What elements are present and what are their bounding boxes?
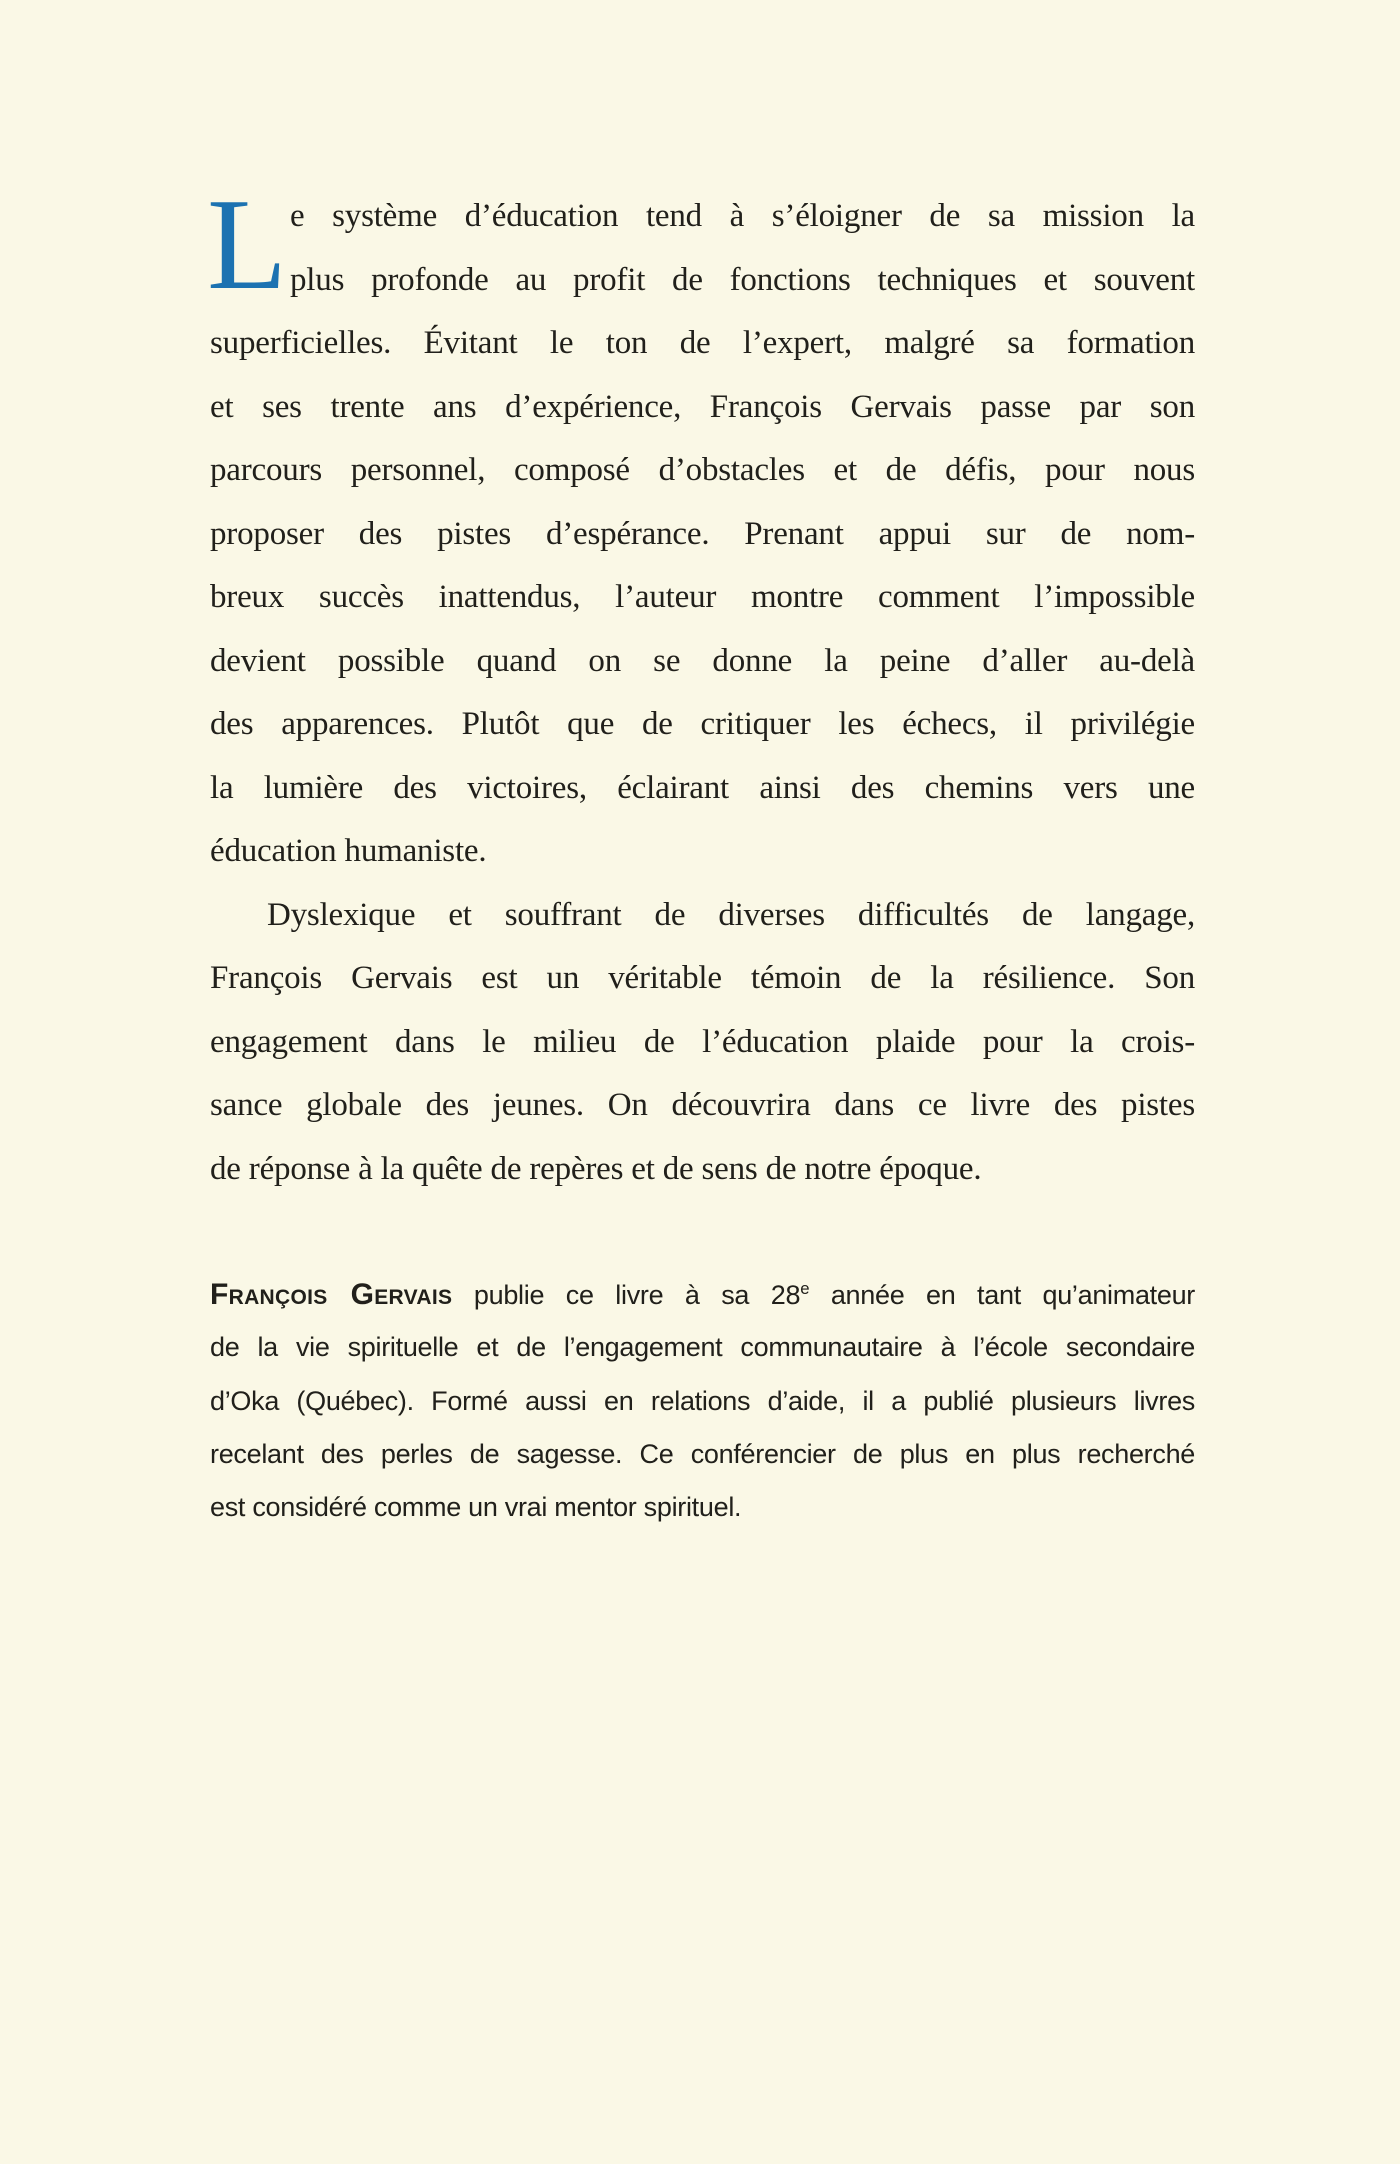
text-line: sance globale des jeunes. On découvrira dans ce livre des pistes <box>210 1087 1195 1123</box>
text-line: est considéré comme un vrai mentor spirituel. <box>210 1492 742 1523</box>
paragraph-2 <box>210 884 1195 1202</box>
text-line: e système d’éducation tend à s’éloigner de sa mission la <box>290 198 1195 234</box>
text-line: d’Oka (Québec). Formé aussi en relations d’aide, il a publié plusieurs livres <box>210 1385 1195 1416</box>
text-line: parcours personnel, composé d’obstacles et de défis, pour nous <box>210 452 1195 488</box>
paragraph-1-lines <box>210 185 1195 884</box>
text-line: François Gervais est un véritable témoin de la résilience. Son <box>210 960 1195 996</box>
text-line: engagement dans le milieu de l’éducation plaide pour la crois- <box>210 1023 1195 1060</box>
bio-lines <box>210 1321 1195 1534</box>
text-line: devient possible quand on se donne la peine d’aller au-delà <box>210 642 1195 679</box>
text-line: superficielles. Évitant le ton de l’expert, malgré sa formation <box>210 325 1195 361</box>
author-bio <box>210 1268 1195 1534</box>
superscript-e: e <box>800 1279 810 1298</box>
paragraph-1 <box>207 172 1195 884</box>
text-line: et ses trente ans d’expérience, François Gervais passe par son <box>210 388 1195 425</box>
dropcap-letter: L <box>207 172 288 317</box>
text-line: plus profonde au profit de fonctions techniques et souvent <box>290 261 1195 298</box>
bio-line-1-text: publie ce livre à sa 28 <box>452 1280 801 1310</box>
text-line: la lumière des victoires, éclairant ainsi des chemins vers une <box>210 769 1195 806</box>
text-line: breux succès inattendus, l’auteur montre comment l’impossible <box>210 579 1195 615</box>
text-line: proposer des pistes d’espérance. Prenant appui sur de nom- <box>210 515 1195 552</box>
paragraph-2-lines <box>210 884 1195 1202</box>
text-block <box>207 172 1195 1534</box>
bio-line-1-text-after: année en tant qu’animateur <box>809 1280 1195 1310</box>
text-line: Dyslexique et souffrant de diverses difficultés de langage, <box>267 896 1195 933</box>
text-line: de la vie spirituelle et de l’engagement communautaire à l’école secondaire <box>210 1332 1195 1363</box>
bio-line-1 <box>210 1268 1195 1321</box>
text-line: des apparences. Plutôt que de critiquer les échecs, il privilégie <box>210 706 1195 742</box>
author-name: François Gervais <box>210 1278 453 1311</box>
text-line: éducation humaniste. <box>210 833 487 869</box>
text-line: recelant des perles de sagesse. Ce conférencier de plus en plus recherché <box>210 1438 1195 1469</box>
text-line: de réponse à la quête de repères et de sens de notre époque. <box>210 1150 982 1187</box>
